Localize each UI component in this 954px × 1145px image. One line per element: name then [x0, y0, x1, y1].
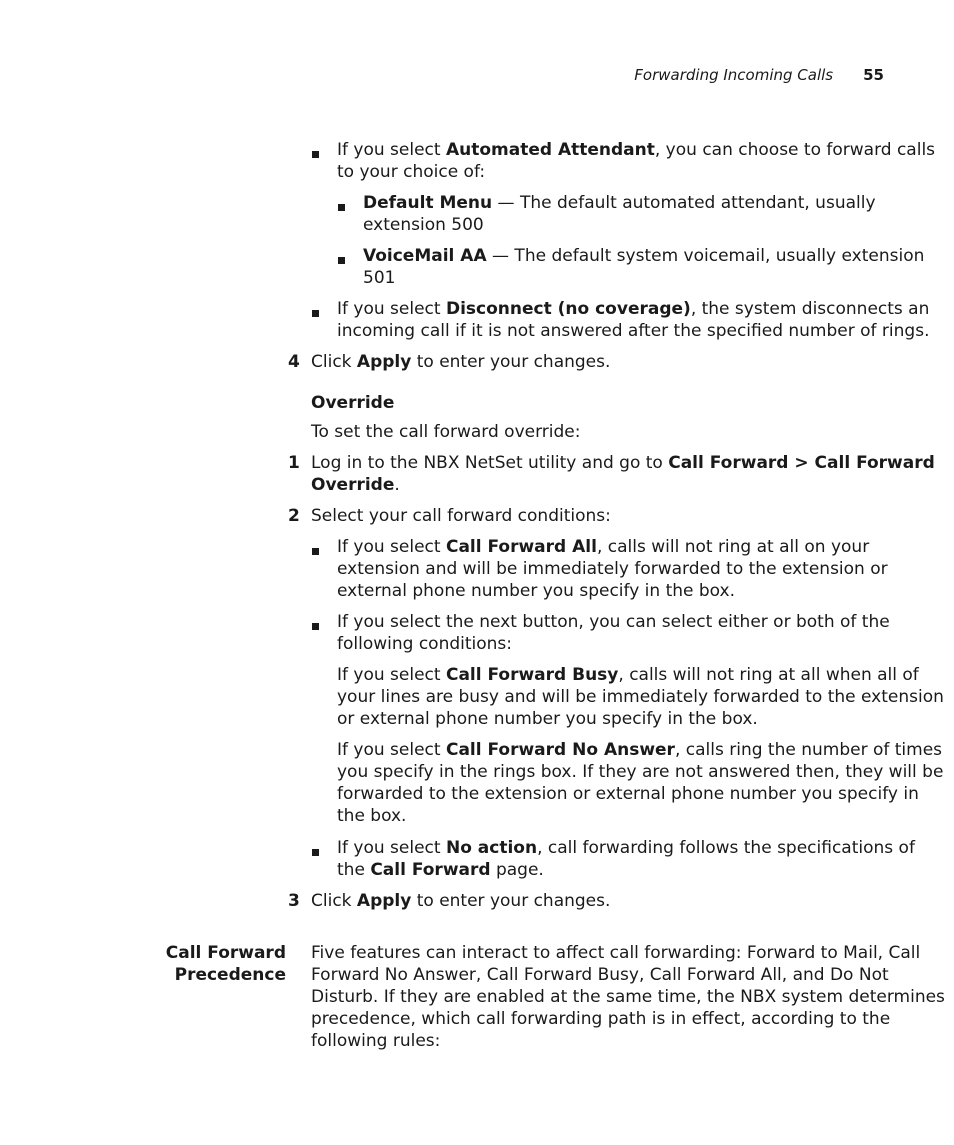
- bullet-square: [312, 623, 319, 630]
- page-number: 55: [863, 66, 884, 84]
- bullet-automated-attendant: If you select Automated Attendant, you can choose to forward calls to your choice of:: [337, 140, 936, 182]
- step-number: 2: [288, 506, 300, 526]
- subbullet-default-menu: Default Menu — The default automated attendant, usually extension 500: [363, 193, 876, 235]
- bullet-no-action: If you select No action, call forwarding follows the specifications of the Call Forward page.: [337, 838, 915, 880]
- step-apply-text: Click Apply to enter your changes.: [311, 891, 611, 911]
- running-header: [634, 66, 884, 84]
- para-call-forward-busy: If you select Call Forward Busy, calls will not ring at all when all of your lines are busy and will be immediately forwarded to the extension or external phone number you specify in the box.: [337, 665, 944, 729]
- bullet-call-forward-all: If you select Call Forward All, calls will not ring at all on your extension and will be immediately forwarded to the extension or external phone number you specify in the box.: [337, 537, 888, 601]
- bullet-square: [312, 548, 319, 555]
- step-number: 3: [288, 891, 300, 911]
- step-apply-text: Click Apply to enter your changes.: [311, 352, 611, 372]
- bullet-square: [338, 257, 345, 264]
- step-number: 4: [288, 352, 300, 372]
- side-heading-call-forward-precedence: Call Forward Precedence: [165, 943, 286, 985]
- bullet-square: [312, 151, 319, 158]
- override-intro: To set the call forward override:: [311, 422, 581, 442]
- section-heading-override: Override: [311, 393, 395, 413]
- step-number: 1: [288, 453, 300, 473]
- bullet-square: [312, 849, 319, 856]
- para-call-forward-no-answer: If you select Call Forward No Answer, calls ring the number of times you specify in the rings box. If they are not answered then, they will be forwarded to the extension or external phone number you specify in the box.: [337, 740, 944, 826]
- subbullet-voicemail-aa: VoiceMail AA — The default system voicemail, usually extension 501: [363, 246, 925, 288]
- step-select-text: Select your call forward conditions:: [311, 506, 611, 526]
- bullet-square: [312, 310, 319, 317]
- bullet-next-button: If you select the next button, you can select either or both of the following conditions:: [337, 612, 890, 654]
- header-title: Forwarding Incoming Calls: [634, 66, 834, 84]
- bullet-disconnect: If you select Disconnect (no coverage), the system disconnects an incoming call if it is not answered after the specified number of rings.: [337, 299, 930, 341]
- step-login-text: Log in to the NBX NetSet utility and go to Call Forward > Call Forward Override.: [311, 453, 935, 495]
- precedence-paragraph: Five features can interact to affect call forwarding: Forward to Mail, Call Forward No Answer, Call Forward Busy, Call Forward All, and Do Not Disturb. If they are enabled at the same time, the NBX system determines precedence, which call forwarding path is in effect, according to the following rules:: [311, 943, 945, 1051]
- bullet-square: [338, 204, 345, 211]
